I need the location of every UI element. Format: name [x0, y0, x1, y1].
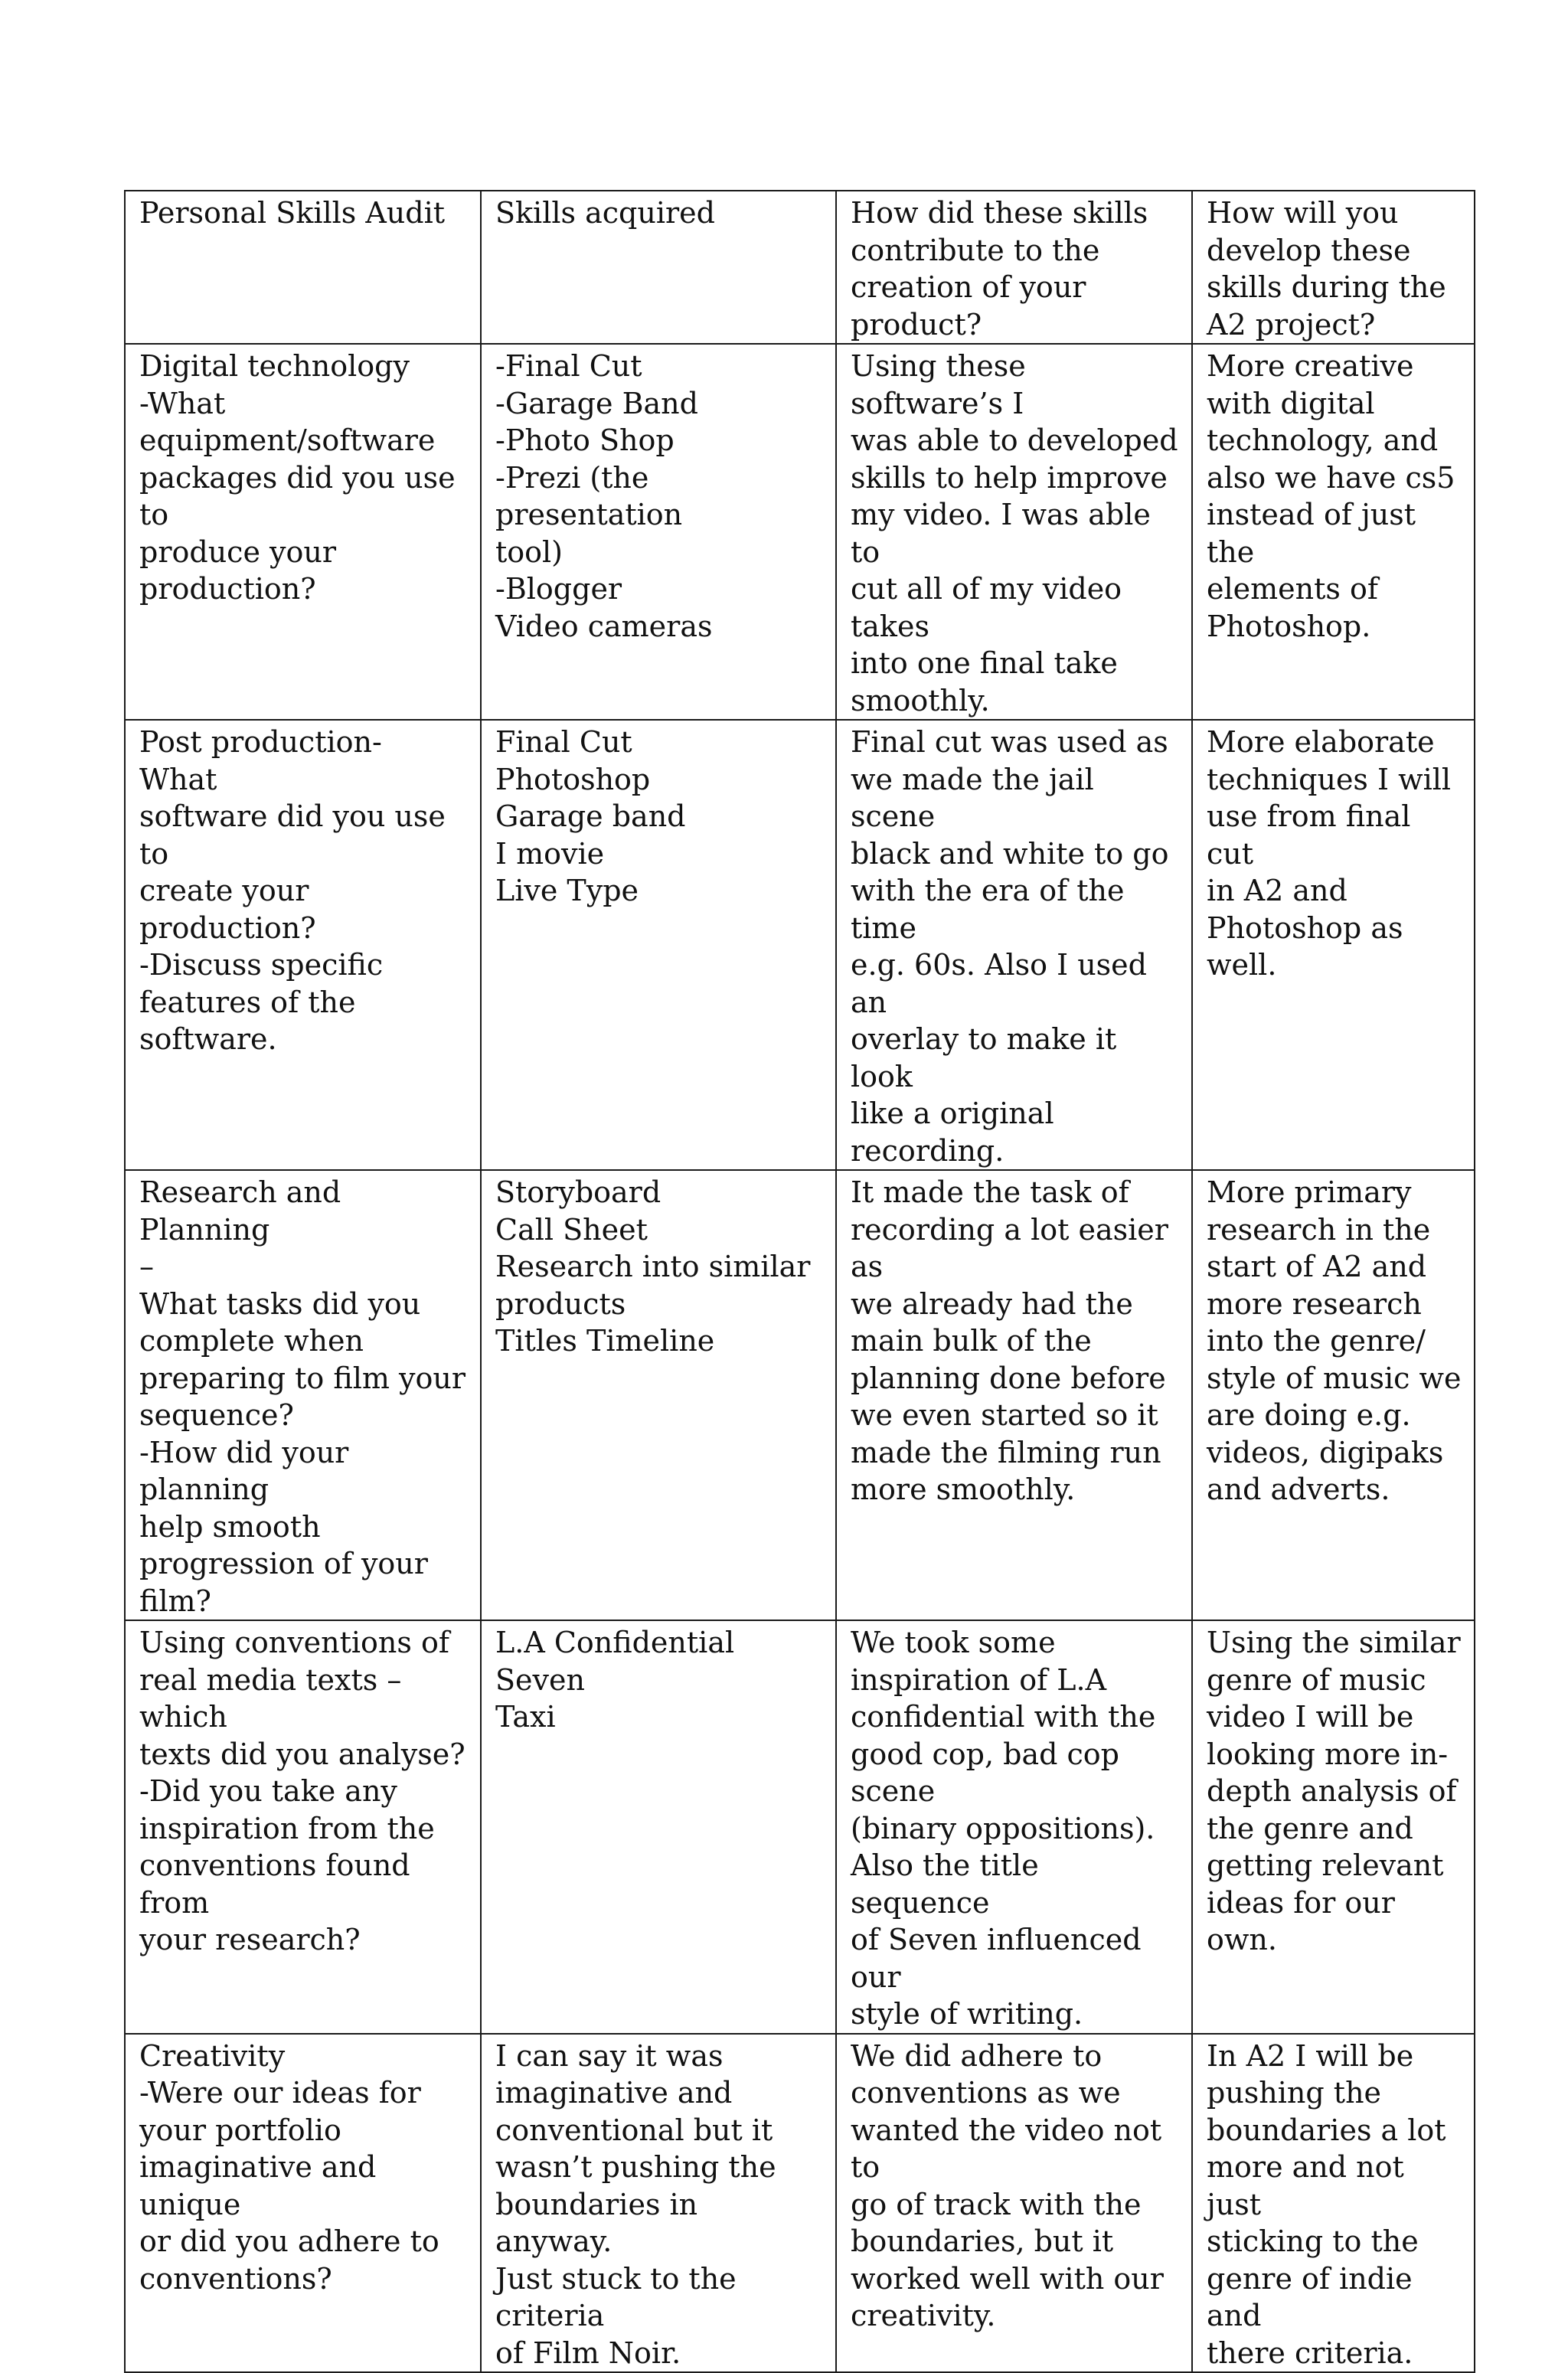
- table-row-conventions: [125, 1620, 1475, 2034]
- table-cell: In A2 I will be pushing the boundaries a lot more and not just sticking to the genre of indie and there criteria.: [1192, 2034, 1475, 2373]
- table-row-research-planning: [125, 1170, 1475, 1620]
- table-cell: We did adhere to conventions as we wanted the video not to go of track with the boundaries, but it worked well with our creativity.: [836, 2034, 1192, 2373]
- table-row-post-production: [125, 720, 1475, 1170]
- table-cell: Using the similar genre of music video I will be looking more in- depth analysis of the genre and getting relevant ideas for our own.: [1192, 1620, 1475, 2034]
- skills-audit-table: [124, 190, 1475, 2373]
- header-cell-development: How will you develop these skills during the A2 project?: [1192, 191, 1475, 344]
- table-row-digital-technology: [125, 344, 1475, 720]
- table-cell: -Final Cut -Garage Band -Photo Shop -Prezi (the presentation tool) -Blogger Video cameras: [481, 344, 836, 720]
- table-cell: I can say it was imaginative and conventional but it wasn’t pushing the boundaries in anyway. Just stuck to the criteria of Film Noir.: [481, 2034, 836, 2373]
- table-cell: We took some inspiration of L.A confidential with the good cop, bad cop scene (binary oppositions). Also the title sequence of Seven influenced our style of writing.: [836, 1620, 1192, 2034]
- table-cell: More elaborate techniques I will use from final cut in A2 and Photoshop as well.: [1192, 720, 1475, 1170]
- table-cell: Final Cut Photoshop Garage band I movie Live Type: [481, 720, 836, 1170]
- table-cell: Post production- What software did you use to create your production? -Discuss specific features of the software.: [125, 720, 481, 1170]
- table-cell: Research and Planning – What tasks did you complete when preparing to film your sequence? -How did your planning help smooth progression of your film?: [125, 1170, 481, 1620]
- table-cell: It made the task of recording a lot easier as we already had the main bulk of the planning done before we even started so it made the filming run more smoothly.: [836, 1170, 1192, 1620]
- table-cell: Creativity -Were our ideas for your portfolio imaginative and unique or did you adhere to conventions?: [125, 2034, 481, 2373]
- table-row-creativity: [125, 2034, 1475, 2373]
- table-cell: L.A Confidential Seven Taxi: [481, 1620, 836, 2034]
- header-cell-contribution: How did these skills contribute to the creation of your product?: [836, 191, 1192, 344]
- table-cell: Final cut was used as we made the jail scene black and white to go with the era of the time e.g. 60s. Also I used an overlay to make it look like a original recording.: [836, 720, 1192, 1170]
- table-header-row: [125, 191, 1475, 344]
- table-cell: More primary research in the start of A2 and more research into the genre/ style of music we are doing e.g. videos, digipaks and adverts.: [1192, 1170, 1475, 1620]
- table-cell: Digital technology -What equipment/software packages did you use to produce your production?: [125, 344, 481, 720]
- table-cell: Using conventions of real media texts –which texts did you analyse? -Did you take any inspiration from the conventions found from your research?: [125, 1620, 481, 2034]
- table-cell: More creative with digital technology, and also we have cs5 instead of just the elements of Photoshop.: [1192, 344, 1475, 720]
- header-cell-skills-acquired: Skills acquired: [481, 191, 836, 344]
- table-cell: Using these software’s I was able to developed skills to help improve my video. I was able to cut all of my video takes into one final take smoothly.: [836, 344, 1192, 720]
- table-cell: Storyboard Call Sheet Research into similar products Titles Timeline: [481, 1170, 836, 1620]
- header-cell-audit-topic: Personal Skills Audit: [125, 191, 481, 344]
